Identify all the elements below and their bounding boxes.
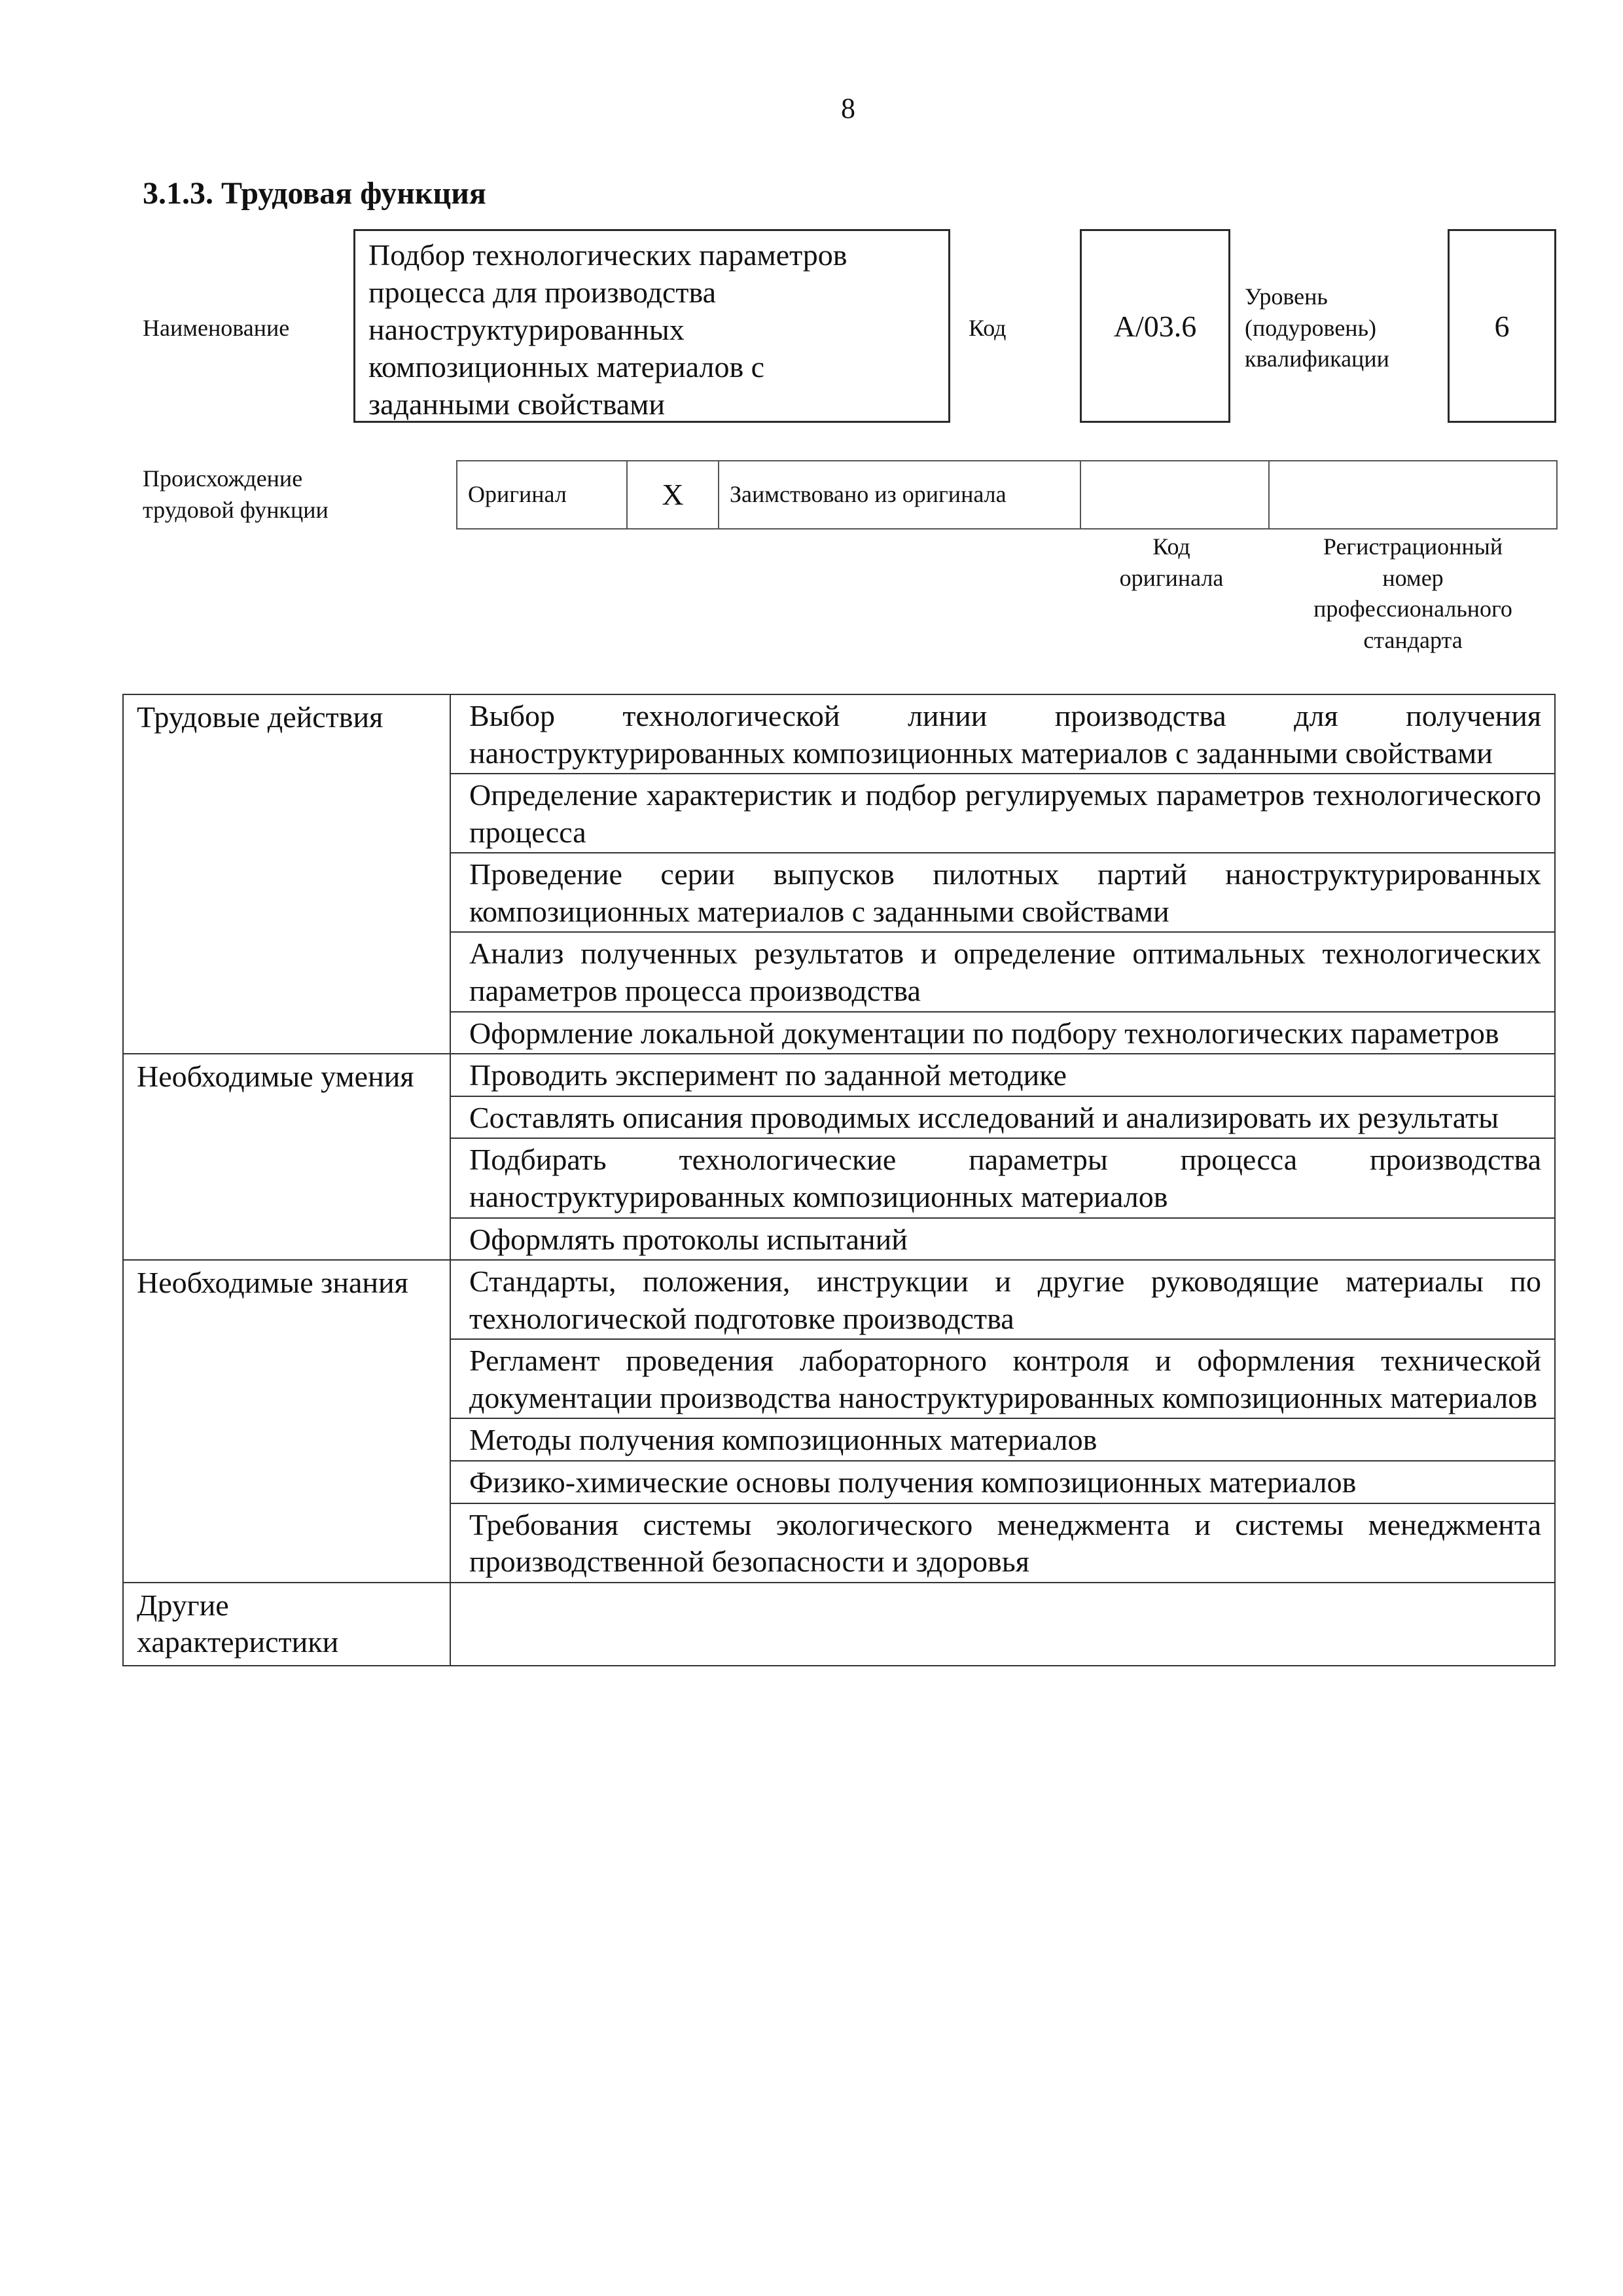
table-cell: Проведение серии выпусков пилотных партий наноструктурированных композиционных материалов с заданными свойствами xyxy=(450,853,1555,932)
table-row xyxy=(123,1260,1555,1339)
caption-line: номер xyxy=(1382,564,1444,591)
function-name-line: Подбор технологических параметров xyxy=(368,238,847,272)
registration-number-cell xyxy=(1269,461,1557,529)
group-label-skills: Необходимые умения xyxy=(123,1054,450,1260)
caption-line: Регистрационный xyxy=(1323,533,1503,560)
function-name-line: композиционных материалов с xyxy=(368,350,765,384)
original-code-caption xyxy=(1080,531,1263,594)
name-label: Наименование xyxy=(143,315,290,341)
level-label-line: (подуровень) xyxy=(1245,314,1376,341)
original-mark-cell xyxy=(627,461,719,529)
table-cell: Проводить эксперимент по заданной методике xyxy=(450,1054,1555,1096)
borrowed-label-cell xyxy=(719,461,1080,529)
code-value: А/03.6 xyxy=(1113,309,1197,343)
table-row xyxy=(123,1054,1555,1096)
caption-line: оригинала xyxy=(1119,564,1224,591)
table-row xyxy=(123,1583,1555,1666)
table-cell: Определение характеристик и подбор регулируемых параметров технологического процесса xyxy=(450,774,1555,853)
table-cell: Физико-химические основы получения композиционных материалов xyxy=(450,1461,1555,1503)
table-cell xyxy=(450,1583,1555,1666)
original-label: Оригинал xyxy=(468,481,567,508)
caption-line: стандарта xyxy=(1363,626,1463,653)
table-cell: Требования системы экологического менеджмента и системы менеджмента производственной безопасности и здоровья xyxy=(450,1503,1555,1583)
table-cell: Выбор технологической линии производства для получения наноструктурированных композиционных материалов с заданными свойствами xyxy=(450,694,1555,774)
table-cell: Стандарты, положения, инструкции и другие руководящие материалы по технологической подготовке производства xyxy=(450,1260,1555,1339)
origin-table xyxy=(456,460,1558,529)
group-label-labor-actions: Трудовые действия xyxy=(123,694,450,1054)
table-cell: Регламент проведения лабораторного контроля и оформления технической документации производства наноструктурированных композиционных материалов xyxy=(450,1339,1555,1418)
borrowed-label: Заимствовано из оригинала xyxy=(730,481,1007,508)
function-name-line: процесса для производства xyxy=(368,276,717,310)
registration-number-caption xyxy=(1270,531,1556,656)
origin-label xyxy=(143,463,329,526)
section-title: 3.1.3. Трудовая функция xyxy=(143,176,486,211)
code-value-box xyxy=(1080,229,1230,423)
group-label-knowledge: Необходимые знания xyxy=(123,1260,450,1583)
code-label: Код xyxy=(969,315,1007,341)
table-cell: Составлять описания проводимых исследований и анализировать их результаты xyxy=(450,1096,1555,1139)
requirements-table xyxy=(122,694,1556,1666)
qualification-level-box xyxy=(1448,229,1556,423)
table-cell: Оформлять протоколы испытаний xyxy=(450,1218,1555,1261)
origin-label-line: трудовой функции xyxy=(143,496,329,523)
table-cell: Подбирать технологические параметры процесса производства наноструктурированных композиционных материалов xyxy=(450,1138,1555,1217)
group-label-other: Другие характеристики xyxy=(123,1583,450,1666)
level-label-line: квалификации xyxy=(1245,346,1389,372)
original-label-cell xyxy=(457,461,627,529)
function-name-line: наноструктурированных xyxy=(368,313,685,347)
function-name-line: заданными свойствами xyxy=(368,387,665,422)
original-code-cell xyxy=(1080,461,1269,529)
origin-table-row xyxy=(457,461,1557,529)
table-cell: Анализ полученных результатов и определение оптимальных технологических параметров процесса производства xyxy=(450,932,1555,1011)
qualification-level-value: 6 xyxy=(1494,309,1510,343)
qualification-level-label xyxy=(1245,281,1389,375)
table-cell: Методы получения композиционных материалов xyxy=(450,1418,1555,1461)
original-mark: Х xyxy=(662,477,684,511)
table-row xyxy=(123,694,1555,774)
origin-label-line: Происхождение xyxy=(143,465,303,492)
table-cell: Оформление локальной документации по подбору технологических параметров xyxy=(450,1012,1555,1054)
function-name-box xyxy=(353,229,950,423)
level-label-line: Уровень xyxy=(1245,283,1328,310)
caption-line: профессионального xyxy=(1313,596,1512,622)
caption-line: Код xyxy=(1152,533,1190,560)
page-number: 8 xyxy=(841,92,855,124)
